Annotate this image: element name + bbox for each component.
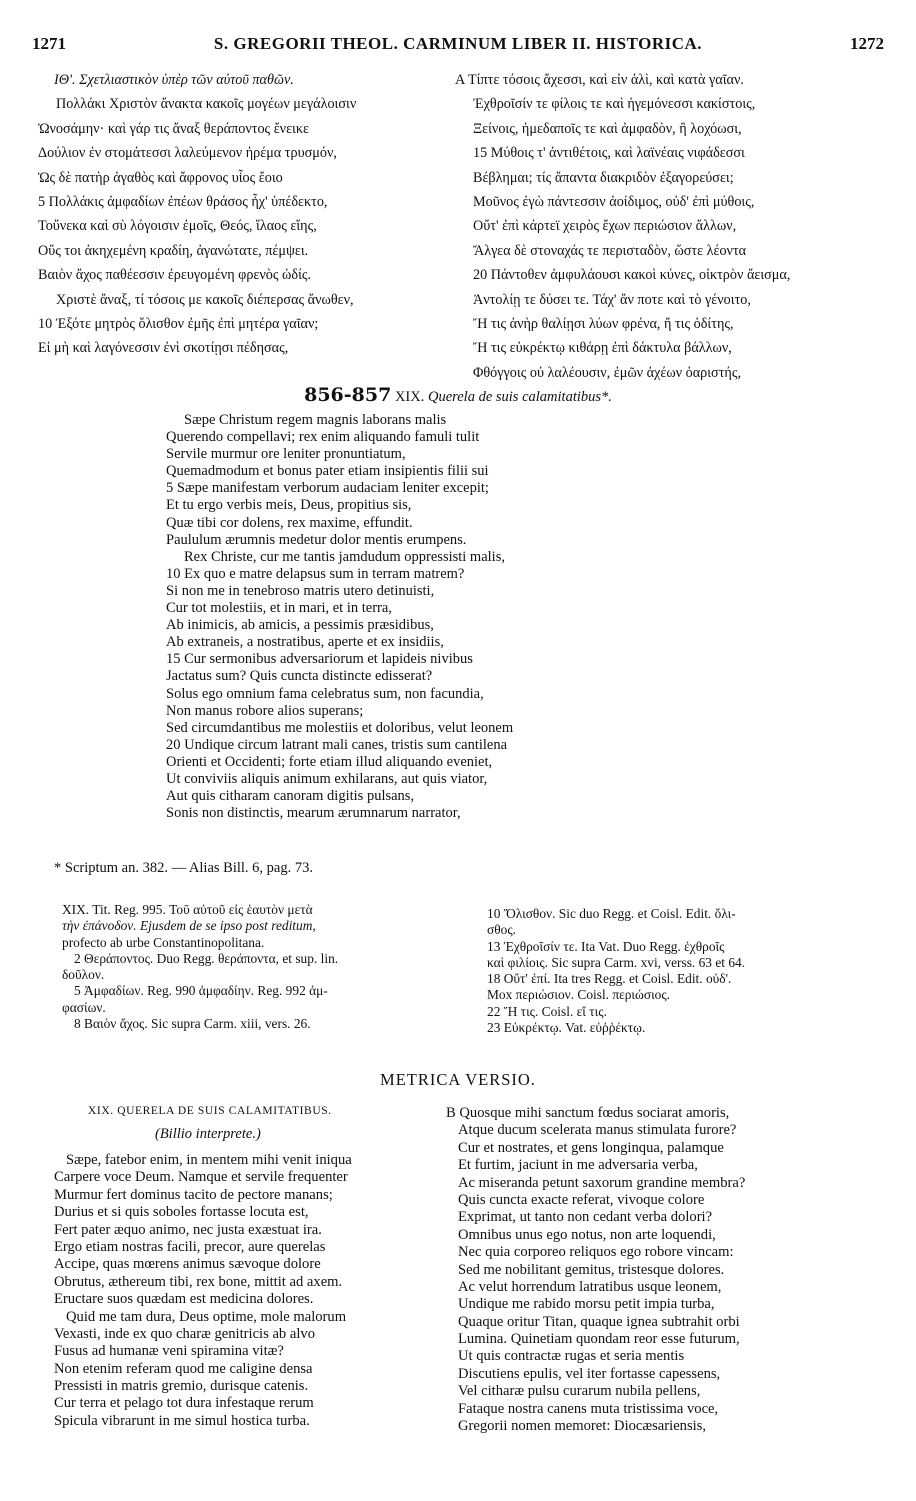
metrica-right-column	[446, 1105, 745, 1435]
greek-text-right-column	[455, 68, 895, 385]
metrica-line: Murmur fert dominus tacito de pectore manans;	[54, 1186, 333, 1203]
metrica-line: Cur et nostrates, et gens longinqua, palamque	[458, 1139, 724, 1156]
metrica-line: Sed me nobilitant gemitus, tristesque dolores.	[458, 1261, 725, 1278]
metrica-line: Accipe, quas mœrens animus sævoque dolore	[54, 1256, 321, 1273]
greek-line: Ἄλγεα δὲ στοναχάς τε περισταδὸν, ὥστε λέοντα	[473, 242, 747, 259]
greek-line: Ὠνοσάμην· καὶ γάρ τις ἄναξ θεράποντος ἔνεικε	[38, 120, 309, 137]
latin-line: 5 Sæpe manifestam verborum audaciam leniter excepit;	[166, 480, 489, 497]
metrica-line: Gregorii nomen memoret: Diocæsariensis,	[458, 1418, 707, 1435]
note-line: καὶ φιλίοις. Sic supra Carm. xvi, verss. 63 et 64.	[487, 954, 746, 970]
metrica-line: Undique me rabido morsu petit impia turba,	[458, 1296, 715, 1313]
metrica-line: B Quosque mihi sanctum fœdus sociarat amoris,	[446, 1105, 730, 1121]
section-roman-numeral: XIX.	[394, 389, 425, 405]
note-line: 23 Εὐκρέκτῳ. Vat. εὐῤῥέκτῳ.	[487, 1020, 646, 1036]
metrica-line: Durius et si quis soboles fortasse locuta est,	[54, 1204, 309, 1221]
metrica-line: Vexasti, inde ex quo charæ genitricis ab alvo	[54, 1325, 315, 1342]
note-line: φασίων.	[62, 999, 106, 1015]
metrica-line: Fusus ad humanæ veni spiramina vitæ?	[54, 1343, 284, 1360]
section-title: Querela de suis calamitatibus*.	[427, 389, 612, 405]
latin-translation	[166, 412, 513, 822]
metrica-heading: XIX. QUERELA DE SUIS CALAMITATIBUS.	[88, 1105, 332, 1117]
metrica-left-column	[54, 1152, 352, 1430]
note-line: 10 Ὄλισθον. Sic duo Regg. et Coisl. Edit. ὄλι-	[487, 906, 736, 921]
latin-line: Quemadmodum et bonus pater etiam insipientis filii sui	[166, 463, 489, 480]
greek-line: 10 Ἐξότε μητρὸς ὄλισθον ἐμῆς ἐπὶ μητέρα γαῖαν;	[38, 315, 319, 332]
greek-line: Χριστὲ ἄναξ, τί τόσοις με κακοῖς διέπερσας ἄνωθεν,	[56, 291, 354, 308]
metrica-line: Lumina. Quinetiam quondam reor esse futurum,	[458, 1331, 740, 1348]
metrica-line: Fataque nostra canens muta tristissima voce,	[458, 1400, 719, 1417]
latin-line: Sonis non distinctis, mearum ærumnarum narrator,	[166, 805, 461, 822]
note-line: τὴν ἐπάνοδον. Ejusdem de se ipso post reditum,	[62, 918, 316, 934]
greek-line: Τοὔνεκα καὶ σὺ λόγοισιν ἐμοῖς, Θεός, ἵλαος εἴης,	[38, 218, 317, 235]
greek-line: Ξείνοις, ἡμεδαποῖς τε καὶ ἀμφαδὸν, ἢ λοχόωσι,	[473, 120, 742, 137]
latin-line: Sæpe Christum regem magnis laborans malis	[184, 412, 447, 428]
metrica-line: Pressisti in matris gremio, durisque catenis.	[54, 1378, 309, 1395]
section-heading	[0, 384, 916, 406]
metrica-line: Vel citharæ pulsu curarum nubila pellens,	[458, 1383, 701, 1400]
note-line: σθος.	[487, 922, 516, 938]
greek-line: 5 Πολλάκις ἀμφαδίων ἐπέων θράσος ἦχ' ὑπέδεκτο,	[38, 193, 328, 210]
footnote: * Scriptum an. 382. — Alias Bill. 6, pag. 73.	[54, 860, 313, 876]
latin-line: Querendo compellavi; rex enim aliquando famuli tulit	[166, 429, 480, 446]
latin-line: 15 Cur sermonibus adversariorum et lapideis nivibus	[166, 651, 473, 668]
greek-line: Ἐχθροῖσίν τε φίλοις τε καὶ ἡγεμόνεσσι κακίστοις,	[473, 96, 756, 113]
metrica-line: Quis cuncta exacte referat, vivoque colore	[458, 1191, 705, 1208]
metrica-versio-title: METRICA VERSIO.	[380, 1070, 536, 1089]
greek-poem-title: ΙΘ'. Σχετλιαστικὸν ὑπὲρ τῶν αὐτοῦ παθῶν.	[54, 72, 294, 88]
metrica-line: Exprimat, ut tanto non cedant verba dolori?	[458, 1209, 713, 1226]
greek-line: Οὔτ' ἐπὶ κάρτεϊ χειρὸς ἔχων περιώσιον ἄλλων,	[473, 218, 737, 235]
metrica-line: Ac miseranda petunt saxorum grandine membra?	[458, 1174, 746, 1191]
latin-line: Rex Christe, cur me tantis jamdudum oppressisti malis,	[184, 548, 505, 565]
metrica-line: Fert pater æquo animo, nec justa exæstuat ira.	[54, 1221, 322, 1238]
greek-line: Βαιὸν ἄχος παθέεσσιν ἐρευγομένη φρενὸς ὠδίς.	[38, 267, 312, 284]
greek-line: 20 Πάντοθεν ἀμφυλάουσι κακοὶ κύνες, οἰκτρὸν ἄεισμα,	[473, 267, 791, 284]
latin-line: Jactatus sum? Quis cuncta distincte edisserat?	[166, 668, 433, 685]
greek-line: Ἀντολίῃ τε δύσει τε. Τάχ' ἄν ποτε καὶ τὸ γένοιτο,	[473, 291, 751, 308]
metrica-line: Ut quis contractæ rugas et seria mentis	[458, 1348, 685, 1365]
metrica-line: Nec quia corporeo reliquos ego robore vincam:	[458, 1244, 734, 1261]
greek-line: Μοῦνος ἐγὼ πάντεσσιν ἀοίδιμος, οὐδ' ἐπὶ μύθοις,	[473, 193, 755, 210]
latin-line: Quæ tibi cor dolens, rex maxime, effundit.	[166, 514, 413, 531]
greek-line: Οὕς τοι ἀκηχεμένη κραδίη, ἀγανώτατε, πέμψει.	[38, 242, 309, 259]
note-line: 2 Θεράποντος. Duo Regg. θεράποντα, et sup. lin.	[74, 950, 339, 966]
critical-notes-left	[62, 902, 462, 1032]
page-number-left: 1271	[32, 34, 66, 53]
metrica-line: Non etenim referam quod me caligine densa	[54, 1360, 313, 1377]
metrica-line: Quaque oritur Titan, quaque ignea subtrahit orbi	[458, 1313, 740, 1330]
latin-line: Solus ego omnium fama celebratus sum, non facundia,	[166, 685, 484, 702]
latin-line: Ab inimicis, ab amicis, a pessimis præsidibus,	[166, 617, 434, 634]
greek-line: 15 Μύθοις τ' ἀντιθέτοις, καὶ λαϊνέαις νιφάδεσσι	[473, 145, 745, 162]
latin-line: Et tu ergo verbis meis, Deus, propitius sis,	[166, 497, 412, 514]
metrica-interpreter: (Billio interprete.)	[155, 1126, 261, 1142]
note-line: Mox περιώσιον. Coisl. περιώσιος.	[487, 987, 671, 1003]
greek-line: Εἰ μὴ καὶ λαγόνεσσιν ἐνὶ σκοτίῃσι πέδησας,	[38, 340, 289, 357]
latin-line: Si non me in tenebroso matris utero detinuisti,	[166, 582, 435, 599]
column-numbers: 856-857	[304, 384, 392, 406]
greek-line: Ἤ τις ἀνὴρ θαλίῃσι λύων φρένα, ἤ τις ὁδίτης,	[473, 315, 734, 332]
greek-line: Ἤ τις εὐκρέκτῳ κιθάρῃ ἐπὶ δάκτυλα βάλλων,	[473, 340, 732, 357]
metrica-line: Discutiens epulis, vel iter fortasse capessens,	[458, 1365, 721, 1382]
page-header	[32, 34, 884, 58]
metrica-line: Spicula vibrarunt in me simul hostica turba.	[54, 1412, 310, 1429]
latin-line: 10 Ex quo e matre delapsus sum in terram matrem?	[166, 565, 465, 582]
metrica-line: Obrutus, æthereum tibi, rex bone, mittit ad axem.	[54, 1273, 343, 1290]
greek-line: Ὡς δὲ πατὴρ ἀγαθὸς καὶ ἄφρονος υἷος ἔοιο	[38, 169, 283, 186]
metrica-line: Carpere voce Deum. Namque et servile frequenter	[54, 1169, 348, 1186]
greek-line: Πολλάκι Χριστὸν ἄνακτα κακοῖς μογέων μεγάλοισιν	[56, 96, 357, 113]
metrica-line: Sæpe, fatebor enim, in mentem mihi venit iniqua	[66, 1152, 352, 1168]
latin-line: Cur tot molestiis, et in mari, et in terra,	[166, 600, 392, 617]
metrica-line: Eructare suos quædam est medicina dolores.	[54, 1291, 314, 1308]
latin-line: Paululum ærumnis medetur dolor mentis erumpens.	[166, 531, 467, 548]
greek-line: Βέβλημαι; τίς ἅπαντα διακριδὸν ἐξαγορεύσει;	[473, 169, 734, 186]
latin-line: Orienti et Occidenti; forte etiam illud aliquando eveniet,	[166, 753, 493, 770]
note-line: 18 Οὔτ' ἐπί. Ita tres Regg. et Coisl. Edit. οὐδ'.	[487, 971, 732, 987]
note-line: 13 Ἐχθροῖσίν τε. Ita Vat. Duo Regg. ἐχθροῖς	[487, 938, 725, 954]
note-line: 5 Ἀμφαδίων. Reg. 990 ἀμφαδίην. Reg. 992 ἀμ-	[74, 983, 328, 999]
note-line: XIX. Tit. Reg. 995. Τοῦ αὐτοῦ εἰς ἑαυτὸν μετὰ	[62, 902, 313, 917]
metrica-line: Omnibus unus ego notus, non arte loquendi,	[458, 1226, 716, 1243]
metrica-line: Cur terra et pelago tot dura infestaque rerum	[54, 1395, 314, 1412]
metrica-line: Ac velut horrendum latratibus usque leonem,	[458, 1278, 722, 1295]
metrica-line: Ergo etiam nostras facili, precor, aure querelas	[54, 1238, 326, 1255]
latin-line: Aut quis citharam canoram digitis pulsans,	[166, 788, 415, 805]
latin-line: Servile murmur ore leniter pronuntiatum,	[166, 446, 406, 463]
running-title: S. GREGORII THEOL. CARMINUM LIBER II. HISTORICA.	[213, 34, 703, 53]
metrica-line: Atque ducum scelerata manus stimulata furore?	[458, 1122, 737, 1139]
latin-line: Ab extraneis, a nostratibus, aperte et ex insidiis,	[166, 634, 444, 651]
greek-line: Δούλιον ἐν στομάτεσσι λαλεύμενον ἠρέμα τρυσμόν,	[38, 145, 337, 162]
critical-notes-right	[487, 906, 899, 1036]
greek-text-left-column	[38, 68, 460, 361]
page-number-right: 1272	[850, 34, 884, 53]
note-line: profecto ab urbe Constantinopolitana.	[62, 934, 265, 950]
metrica-line: Et furtim, jaciunt in me adversaria verba,	[458, 1157, 698, 1174]
note-line: 8 Βαιὸν ἄχος. Sic supra Carm. xiii, vers. 26.	[74, 1016, 311, 1032]
greek-line: Φθόγγοις οὐ λαλέουσιν, ἐμῶν ἀχέων ὀαριστής,	[473, 364, 741, 381]
latin-line: Non manus robore alios superans;	[166, 702, 364, 719]
note-line: δοῦλον.	[62, 967, 105, 983]
metrica-line: Quid me tam dura, Deus optime, mole malorum	[66, 1308, 347, 1325]
note-line: 22 Ἤ τις. Coisl. εἴ τις.	[487, 1003, 607, 1019]
latin-line: Ut conviviis aliquis animum exhilarans, aut quis viator,	[166, 770, 488, 787]
latin-line: Sed circumdantibus me molestiis et doloribus, velut leonem	[166, 719, 514, 736]
greek-line: A Τίπτε τόσοις ἄχεσσι, καὶ εἰν ἁλὶ, καὶ κατὰ γαῖαν.	[455, 72, 744, 88]
latin-line: 20 Undique circum latrant mali canes, tristis sum cantilena	[166, 736, 508, 753]
